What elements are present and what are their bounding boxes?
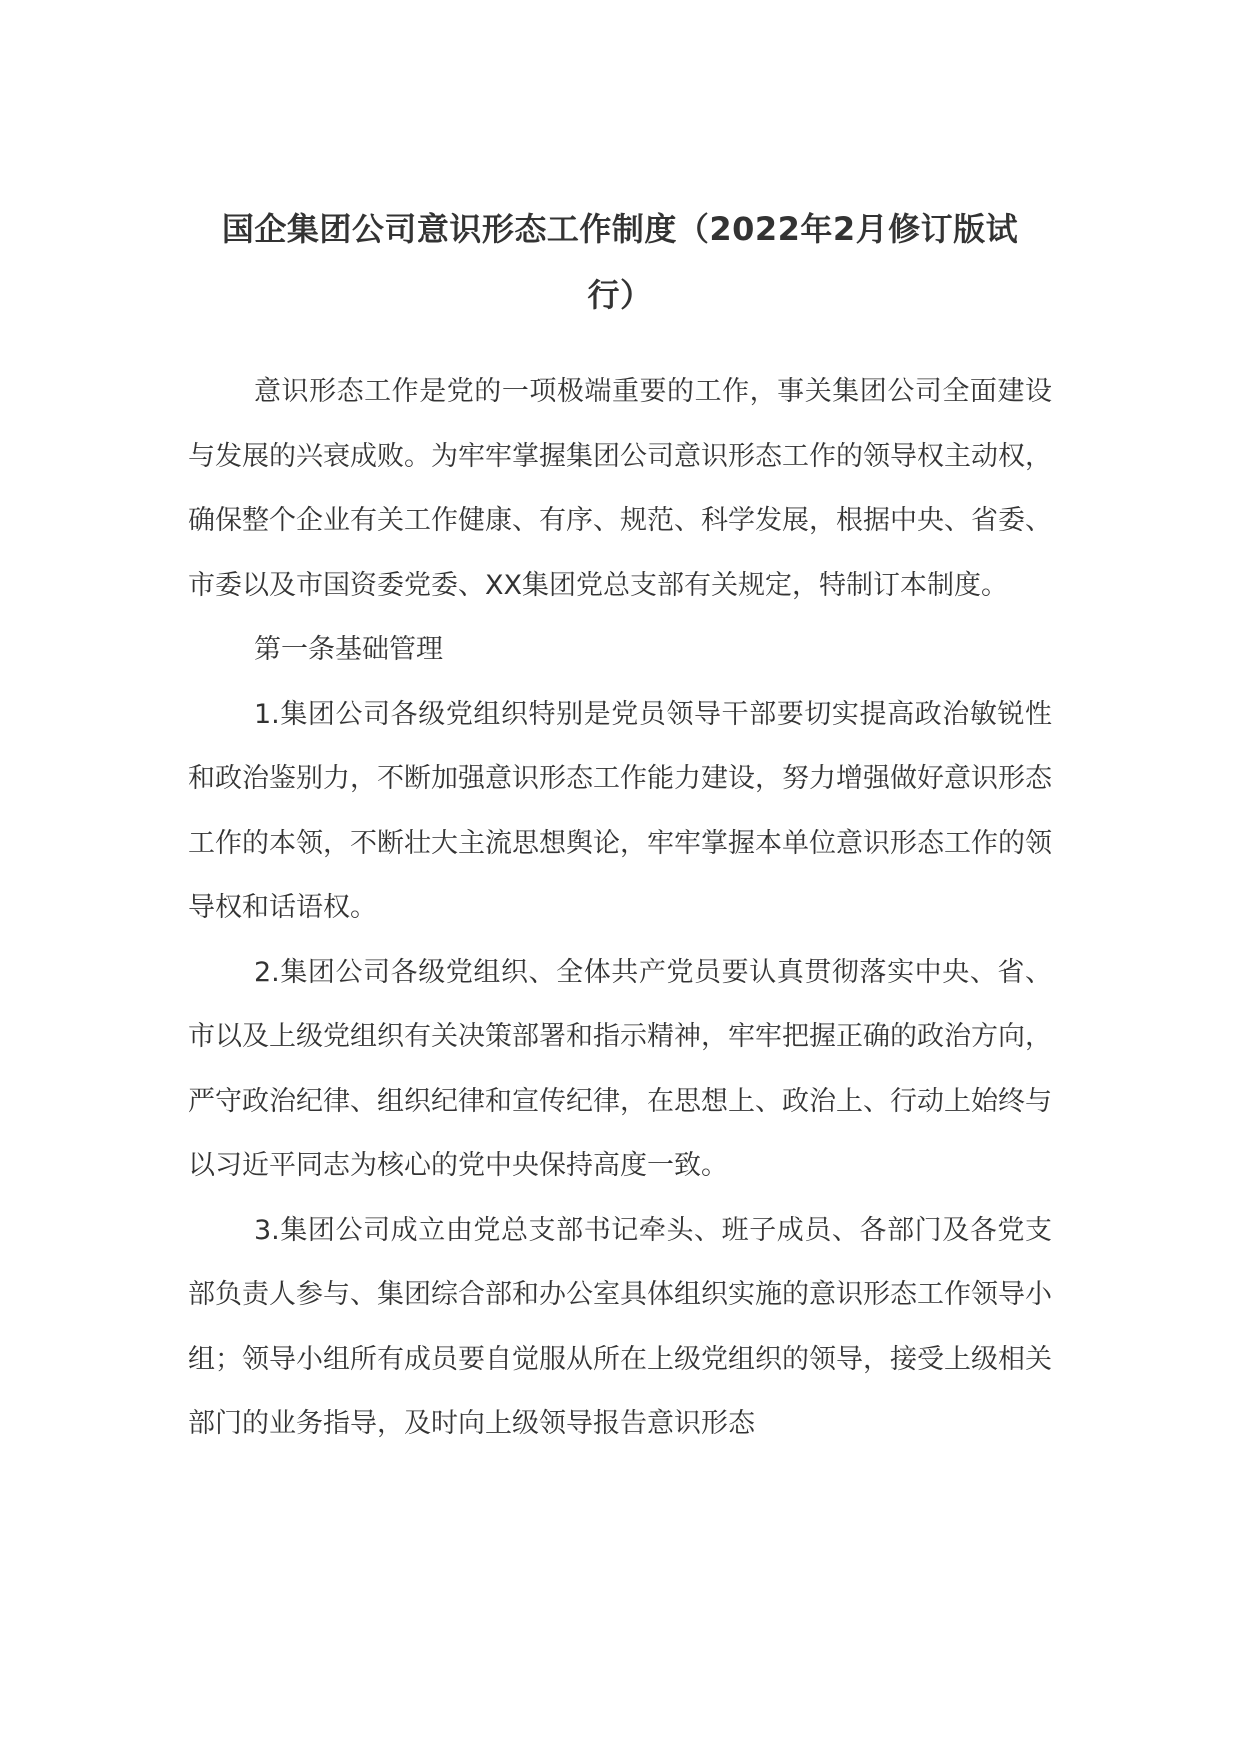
document-body [188, 360, 1052, 1457]
document-title-line-1: 国企集团公司意识形态工作制度（2022年2月修订版试 [221, 210, 1019, 248]
clause-paragraph-1: 1.集团公司各级党组织特别是党员领导干部要切实提高政治敏锐性和政治鉴别力，不断加强意识形态工作能力建设，努力增强做好意识形态工作的本领，不断壮大主流思想舆论，牢牢掌握本单位意识形态工作的领导权和话语权。 [188, 698, 1052, 923]
document-title [190, 196, 1050, 328]
intro-paragraph: 意识形态工作是党的一项极端重要的工作，事关集团公司全面建设与发展的兴衰成败。为牢牢掌握集团公司意识形态工作的领导权主动权，确保整个企业有关工作健康、有序、规范、科学发展，根据中央、省委、市委以及市国资委党委、XX集团党总支部有关规定，特制订本制度。 [188, 376, 1052, 601]
document-title-line-2: 行） [587, 276, 653, 314]
clause-paragraph-2: 2.集团公司各级党组织、全体共产党员要认真贯彻落实中央、省、市以及上级党组织有关决策部署和指示精神，牢牢把握正确的政治方向，严守政治纪律、组织纪律和宣传纪律，在思想上、政治上、行动上始终与以习近平同志为核心的党中央保持高度一致。 [188, 956, 1052, 1181]
section-heading-article-1: 第一条基础管理 [254, 634, 443, 665]
clause-paragraph-3: 3.集团公司成立由党总支部书记牵头、班子成员、各部门及各党支部负责人参与、集团综合部和办公室具体组织实施的意识形态工作领导小组；领导小组所有成员要自觉服从所在上级党组织的领导，接受上级相关部门的业务指导，及时向上级领导报告意识形态 [188, 1214, 1052, 1439]
